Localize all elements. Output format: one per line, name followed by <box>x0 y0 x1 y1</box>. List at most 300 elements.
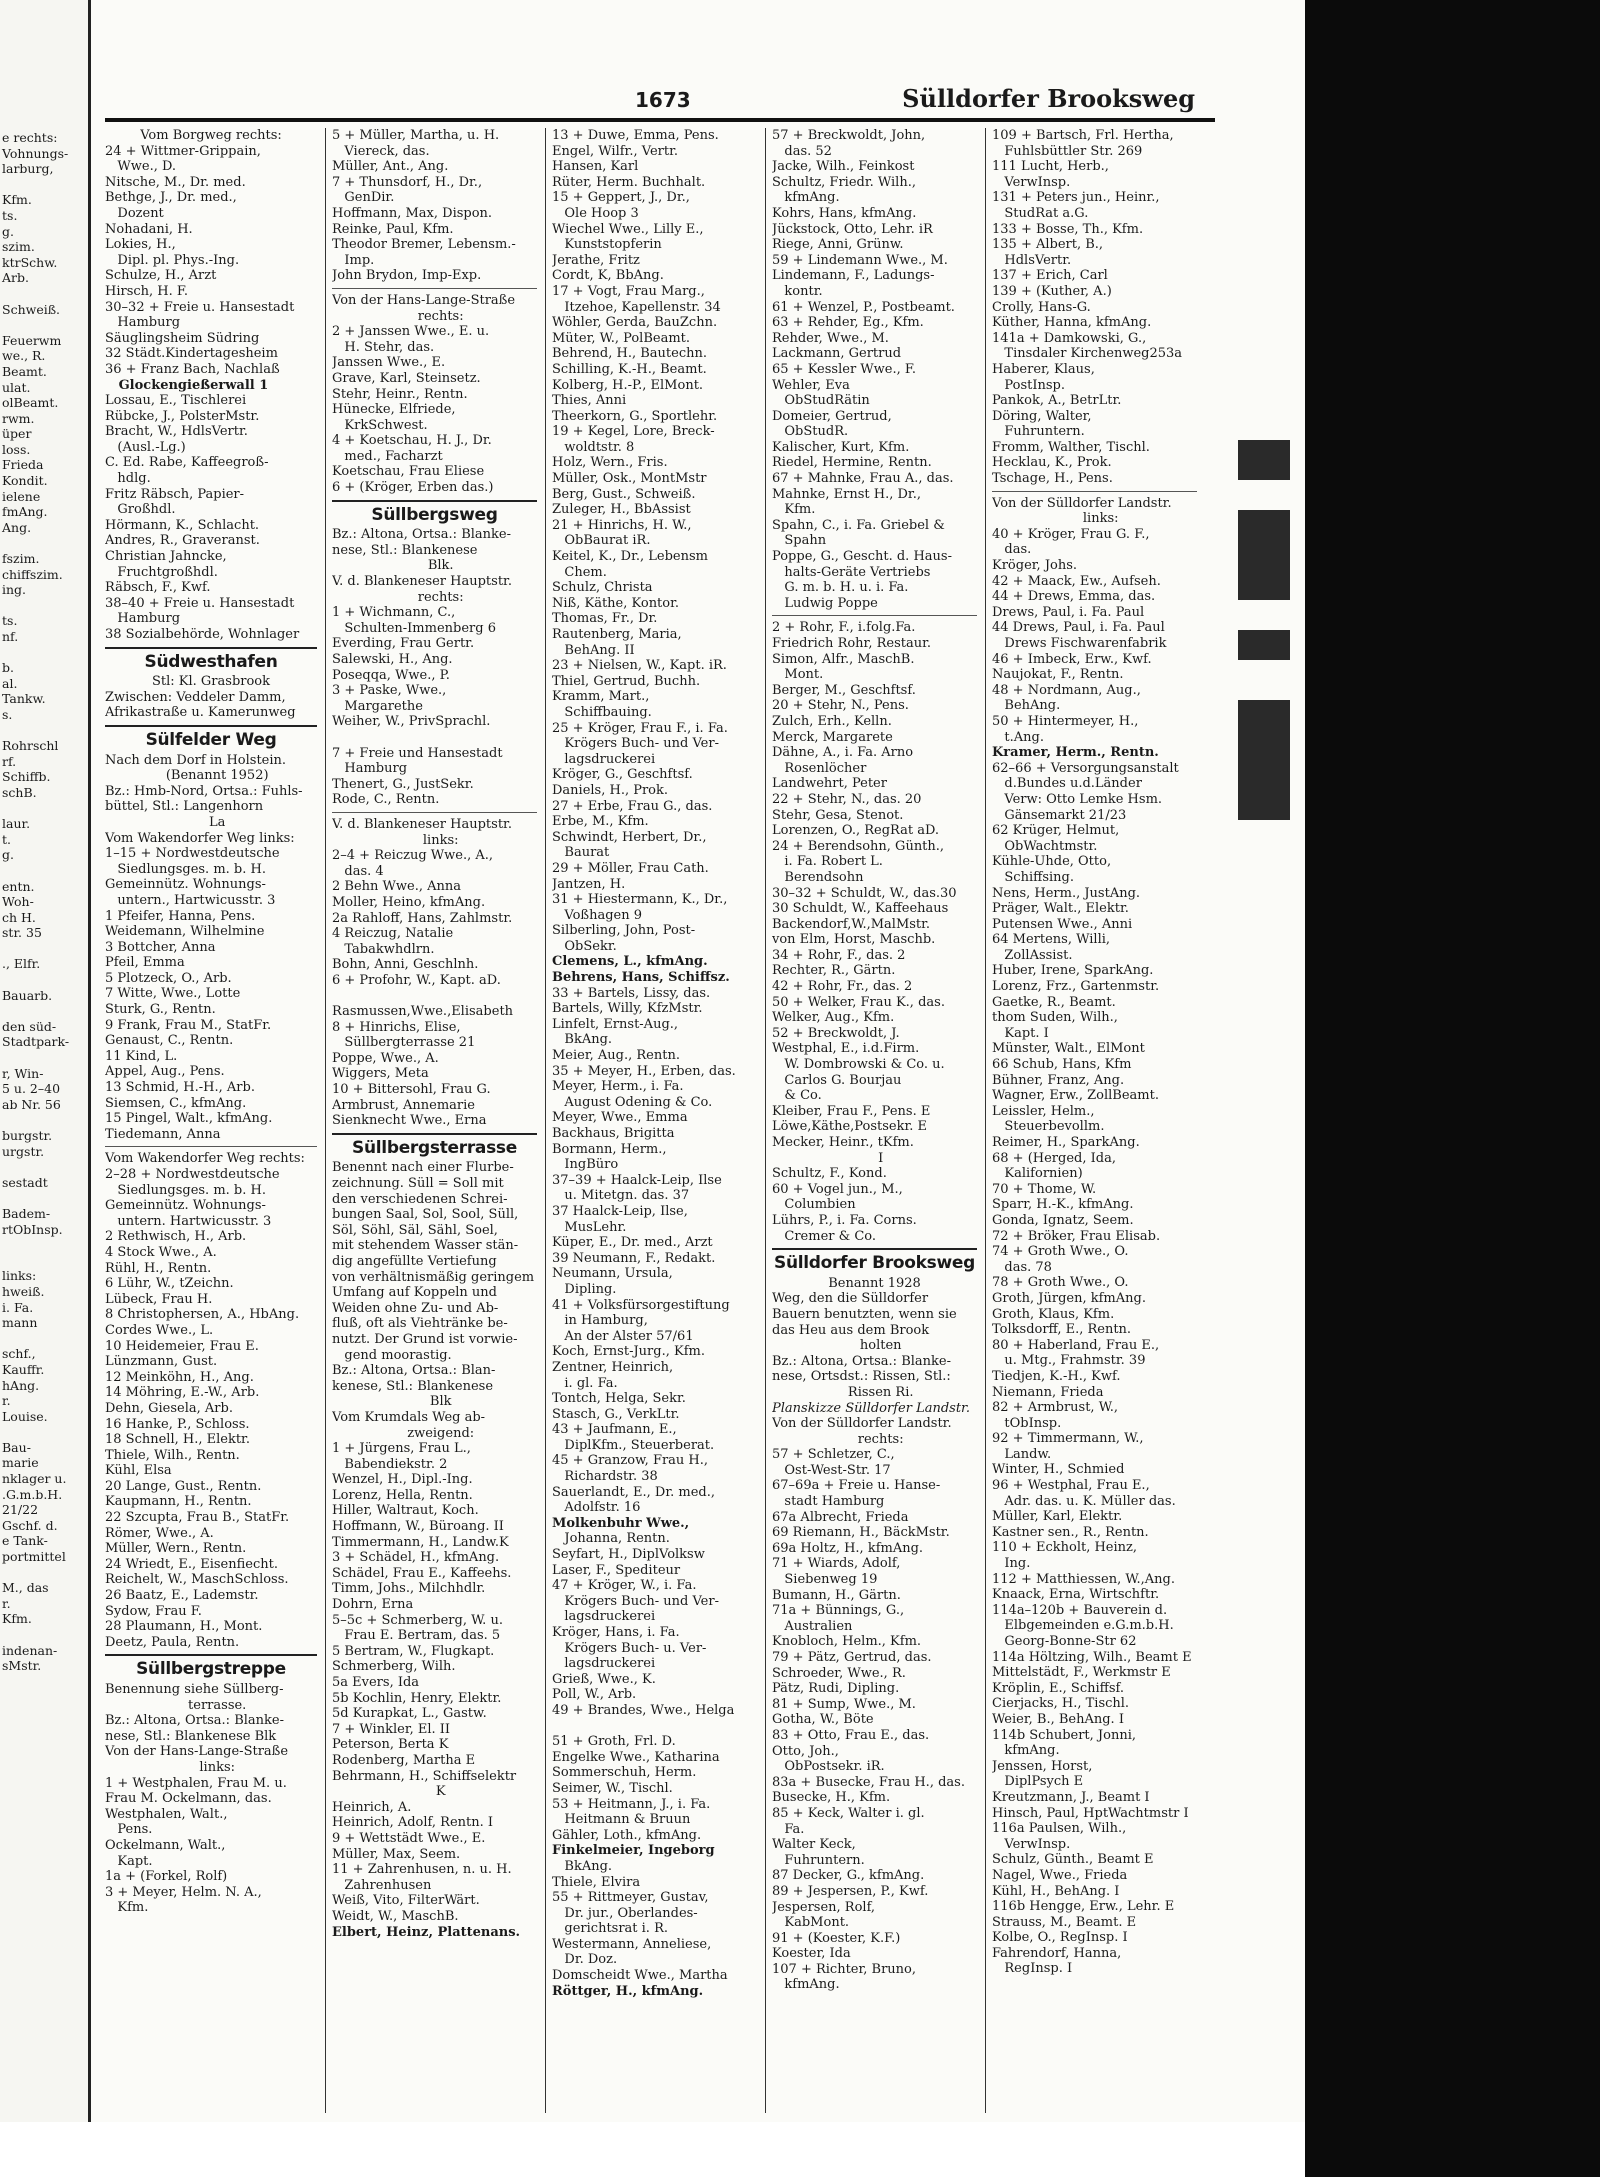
directory-entry-line: Drews Fischwarenfabrik <box>992 636 1167 651</box>
directory-entry-line: ObBaurat iR. <box>552 533 651 549</box>
directory-entry-line: fluß, oft als Viehtränke be- <box>332 1316 508 1332</box>
directory-entry-line: Knobloch, Helm., Kfm. <box>772 1634 922 1650</box>
directory-entry-line: Müller, Ant., Ang. <box>332 159 449 175</box>
directory-entry-line: Nach dem Dorf in Holstein. <box>105 752 287 768</box>
directory-entry-line: 133 + Bosse, Th., Kfm. <box>992 221 1144 237</box>
directory-entry-line: Salewski, H., Ang. <box>332 652 453 667</box>
directory-entry-line: 7 + Freie und Hansestadt <box>332 745 503 761</box>
directory-entry-line: 5–5c + Schmerberg, W. u. <box>332 1612 503 1628</box>
directory-entry-line: Küther, Hanna, kfmAng. <box>992 315 1152 331</box>
directory-entry-line: 21 + Hinrichs, H. W., <box>552 517 692 533</box>
directory-entry-line: Hoffmann, Max, Dispon. <box>332 205 493 221</box>
directory-entry-line: Von der Hans-Lange-Straße <box>332 292 516 308</box>
directory-entry-line: Thiele, Elvira <box>552 1874 641 1890</box>
directory-entry-line: 2 + Rohr, F., i.folg.Fa. <box>772 620 916 636</box>
directory-entry-line: Schwindt, Herbert, Dr., <box>552 829 707 845</box>
directory-entry-line: Dehn, Giesela, Arb. <box>105 1400 233 1416</box>
previous-page-fragment: M., das <box>2 1580 49 1596</box>
directory-entry-line: 139 + (Kuther, A.) <box>992 283 1112 299</box>
directory-entry-line: Grave, Karl, Steinsetz. <box>332 370 481 386</box>
directory-entry-line: 4 + Koetschau, H. J., Dr. <box>332 433 492 449</box>
column-1 <box>105 128 317 2113</box>
page-number: 1673 <box>635 88 691 112</box>
directory-entry-line: Kolbe, O., RegInsp. I <box>992 1930 1128 1946</box>
directory-entry-line: Peterson, Berta K <box>332 1737 449 1753</box>
directory-entry-line: Thiele, Wilh., Rentn. <box>105 1447 240 1463</box>
subsection-divider <box>332 812 537 813</box>
directory-entry-line: das Heu aus dem Brook <box>772 1322 930 1338</box>
directory-entry-line: Präger, Walt., Elektr. <box>992 901 1129 917</box>
directory-entry-line: Koetschau, Frau Eliese <box>332 464 485 480</box>
street-heading: Süllbergsweg <box>371 504 498 525</box>
directory-entry-line: 13 + Duwe, Emma, Pens. <box>552 128 719 143</box>
scanner-border <box>1305 0 1600 2177</box>
directory-entry-line: das. 78 <box>992 1259 1052 1275</box>
directory-entry-line: Schiffsing. <box>992 869 1075 885</box>
directory-entry-line: Dähne, A., i. Fa. Arno <box>772 745 914 761</box>
directory-entry-line: Neumann, Ursula, <box>552 1266 673 1282</box>
directory-entry-line: Theodor Bremer, Lebensm.- <box>332 237 516 253</box>
directory-entry-line: Söl, Söhl, Säl, Sähl, Soel, <box>332 1222 498 1238</box>
previous-page-fragment: r. <box>2 1595 11 1611</box>
directory-entry-line: zweigend: <box>394 1425 475 1441</box>
directory-entry-line: Weiden ohne Zu- und Ab- <box>332 1300 499 1316</box>
directory-entry-line: Behrens, Hans, Schiffsz. <box>552 970 730 986</box>
directory-entry-line: Riege, Anni, Grünw. <box>772 237 904 253</box>
directory-entry-line: Mittelstädt, F., Werkmstr E <box>992 1665 1171 1681</box>
directory-entry-line: Tiedemann, Anna <box>105 1126 221 1142</box>
previous-page-fragment: Feuerwm <box>2 332 62 348</box>
directory-entry-line: Lorenz, Hella, Rentn. <box>332 1487 473 1503</box>
directory-entry-line: VerwInsp. <box>992 1836 1071 1852</box>
previous-page-fragment: s. <box>2 706 13 722</box>
directory-entry-line: tObInsp. <box>992 1415 1062 1431</box>
directory-entry-line: Wiechel Wwe., Lilly E., <box>552 221 704 237</box>
directory-entry-line: nese, Ortsdst.: Rissen, Stl.: <box>772 1369 951 1385</box>
previous-page-fragment: mann <box>2 1315 38 1331</box>
directory-entry-line: Gotha, W., Böte <box>772 1712 874 1728</box>
previous-page-fragment: ielene <box>2 488 41 504</box>
directory-entry-line: das. <box>992 542 1032 558</box>
directory-entry-line: Poppe, Wwe., A. <box>332 1050 439 1066</box>
directory-entry-line: Vom Krumdals Weg ab- <box>332 1409 486 1425</box>
directory-entry-line: Merck, Margarete <box>772 729 893 745</box>
directory-entry-line: von verhältnismäßig geringem <box>332 1269 535 1285</box>
previous-page-fragment: ts. <box>2 613 18 629</box>
previous-page-fragment: szim. <box>2 239 35 255</box>
previous-page-fragment: ts. <box>2 207 18 223</box>
directory-entry-line: 8 + Hinrichs, Elise, <box>332 1019 461 1035</box>
directory-entry-line: Berg, Gust., Schweiß. <box>552 486 696 502</box>
directory-entry-line: Cremer & Co. <box>772 1228 876 1244</box>
directory-entry-line: Tiedjen, K.-H., Kwf. <box>992 1368 1121 1384</box>
directory-entry-line: Rissen Ri. <box>835 1384 914 1400</box>
directory-entry-line: Schultz, F., Kond. <box>772 1166 887 1182</box>
directory-entry-line: Pankok, A., BetrLtr. <box>992 393 1122 409</box>
directory-entry-line: Riedel, Hermine, Rentn. <box>772 455 932 471</box>
directory-entry-line: 44 + Drews, Emma, das. <box>992 589 1156 605</box>
directory-entry-line: Hoffmann, W., Büroang. II <box>332 1519 504 1535</box>
previous-page-fragment: Schweiß. <box>2 301 61 317</box>
directory-entry-line: Grieß, Wwe., K. <box>552 1671 656 1687</box>
directory-entry-line: Domeier, Gertrud, <box>772 408 892 424</box>
previous-page-fragment: nf. <box>2 629 19 644</box>
directory-entry-line: rechts: <box>405 308 464 324</box>
directory-entry-line: Heitmann & Bruun <box>552 1812 691 1828</box>
previous-page-fragment <box>2 1424 88 1440</box>
directory-entry-line: Hamburg <box>105 611 181 627</box>
directory-entry-line: 48 + Nordmann, Aug., <box>992 682 1141 698</box>
directory-entry-line: K <box>423 1784 446 1800</box>
directory-entry-line: Strauss, M., Beamt. E <box>992 1914 1137 1930</box>
directory-entry-line: Backhaus, Brigitta <box>552 1126 675 1141</box>
directory-entry-line: Weier, B., BehAng. I <box>992 1711 1124 1727</box>
directory-entry-line: 114b Schubert, Jonni, <box>992 1727 1136 1743</box>
directory-entry-line: 11 Kind, L. <box>105 1048 178 1064</box>
directory-entry-line: G. m. b. H. u. i. Fa. <box>772 580 909 596</box>
directory-entry-line: dig angefüllte Vertiefung <box>332 1253 497 1269</box>
directory-entry-line: Wenzel, H., Dipl.-Ing. <box>332 1472 473 1488</box>
directory-entry-line: Tinsdaler Kirchenweg253a <box>992 346 1183 362</box>
directory-entry-line: Lossau, E., Tischlerei <box>105 393 247 409</box>
section-divider <box>105 647 317 649</box>
directory-entry-line: Fuhlsbüttler Str. 269 <box>992 143 1143 159</box>
directory-entry-line: untern. Hartwicusstr. 3 <box>105 1213 272 1229</box>
previous-page-fragment <box>2 1190 88 1206</box>
directory-entry-line: 41 + Volksfürsorgestiftung <box>552 1297 730 1313</box>
directory-entry-line: (Benannt 1952) <box>153 768 269 784</box>
directory-entry-line: 19 + Kegel, Lore, Breck- <box>552 424 715 440</box>
previous-page-fragment: e rechts: <box>2 130 58 145</box>
directory-entry-line: Rode, C., Rentn. <box>332 792 440 808</box>
directory-entry-line: Zuleger, H., BbAssist <box>552 502 691 518</box>
directory-entry-line: 22 + Stehr, N., das. 20 <box>772 791 922 807</box>
directory-entry-line: 49 + Brandes, Wwe., Helga <box>552 1702 735 1718</box>
street-heading: Süllbergstreppe <box>136 1659 286 1680</box>
directory-entry-line: Everding, Frau Gertr. <box>332 636 475 652</box>
directory-entry-line: u. Mtg., Frahmstr. 39 <box>992 1353 1146 1369</box>
directory-entry-line: 116b Hengge, Erw., Lehr. E <box>992 1899 1175 1915</box>
directory-entry-line: Moller, Heino, kfmAng. <box>332 894 486 910</box>
directory-entry-line: 5b Kochlin, Henry, Elektr. <box>332 1690 502 1706</box>
directory-entry-line: 70 + Thome, W. <box>992 1181 1097 1197</box>
directory-entry-line: Haberer, Klaus, <box>992 361 1095 377</box>
directory-entry-line: Krögers Buch- und Ver- <box>552 1593 719 1609</box>
directory-entry-line: Bracht, W., HdlsVertr. <box>105 424 248 440</box>
header-rule <box>105 118 1215 122</box>
previous-page-fragment: str. 35 <box>2 925 42 941</box>
directory-entry-line: 109 + Bartsch, Frl. Hertha, <box>992 128 1174 143</box>
column-2 <box>325 128 537 2113</box>
directory-entry-line: Berendsohn <box>772 869 864 885</box>
directory-entry-line: Dipling. <box>552 1281 617 1297</box>
previous-page-fragment <box>2 1565 88 1581</box>
directory-entry-line: 38–40 + Freie u. Hansestadt <box>105 595 295 611</box>
previous-page-fragment: Louise. <box>2 1408 48 1424</box>
directory-entry-line: Gemeinnütz. Wohnungs- <box>105 877 266 893</box>
section-divider <box>332 1133 537 1135</box>
directory-entry-line: Heinrich, Adolf, Rentn. I <box>332 1815 494 1831</box>
directory-entry-line: Stehr, Heinr., Rentn. <box>332 386 468 402</box>
directory-entry-line: Weiß, Vito, FilterWärt. <box>332 1893 480 1909</box>
directory-entry-line: 96 + Westphal, Frau E., <box>992 1478 1150 1494</box>
directory-entry-line: Löwe,Käthe,Postsekr. E <box>772 1119 928 1135</box>
directory-entry-line: Kramer, Herm., Rentn. <box>992 745 1159 761</box>
directory-entry-line: Frau M. Ockelmann, das. <box>105 1791 272 1807</box>
directory-entry-line: Kröger, G., Geschftsf. <box>552 767 693 783</box>
directory-entry-line: Weidemann, Wilhelmine <box>105 924 265 940</box>
previous-page-fragment: ing. <box>2 582 27 598</box>
directory-entry-line: 66 Schub, Hans, Kfm <box>992 1057 1132 1073</box>
directory-entry-line: Reichelt, W., MaschSchloss. <box>105 1572 289 1588</box>
previous-page-fragment: e Tank- <box>2 1533 48 1549</box>
previous-page-fragment: rwm. <box>2 410 35 426</box>
directory-entry-line: 112 + Matthiessen, W.,Ang. <box>992 1571 1175 1587</box>
directory-entry-line: Berger, M., Geschftsf. <box>772 682 916 698</box>
column-3 <box>545 128 757 2113</box>
directory-entry-line: Timm, Johs., Milchhdlr. <box>332 1581 486 1597</box>
previous-page-fragment: r, Win- <box>2 1065 44 1081</box>
directory-entry-line: i. gl. Fa. <box>552 1375 618 1391</box>
directory-entry-line: Zahrenhusen <box>332 1877 432 1893</box>
directory-entry-line: Mont. <box>772 667 824 683</box>
previous-page-fragment: Schiffb. <box>2 769 51 785</box>
previous-page-fragment: sMstr. <box>2 1658 42 1674</box>
directory-entry-line: Verw: Otto Lemke Hsm. <box>992 791 1163 807</box>
directory-entry-line: 1 + Wichmann, C., <box>332 605 456 621</box>
directory-entry-line: 5 + Müller, Martha, u. H. <box>332 128 500 143</box>
directory-entry-line: Tontch, Helga, Sekr. <box>552 1391 686 1407</box>
directory-entry-line: Ockelmann, Walt., <box>105 1837 226 1853</box>
directory-entry-line: Kunststopferin <box>552 237 662 253</box>
directory-entry-line: ObSekr. <box>552 938 617 954</box>
directory-entry-line: Mecker, Heinr., tKfm. <box>772 1135 914 1150</box>
directory-entry-line: Blk <box>417 1394 452 1410</box>
column-5 <box>985 128 1197 2113</box>
directory-entry-line: Weidt, W., MaschB. <box>332 1908 459 1924</box>
directory-entry-line: Siebenweg 19 <box>772 1572 878 1588</box>
directory-entry-line: (Ausl.-Lg.) <box>105 439 186 455</box>
directory-entry-line: Crolly, Hans-G. <box>992 299 1091 315</box>
directory-entry-line: Spahn, C., i. Fa. Griebel & <box>772 517 945 533</box>
directory-entry-line: Vom Wakendorfer Weg links: <box>105 830 295 846</box>
directory-entry-line: Itzehoe, Kapellenstr. 34 <box>552 299 721 315</box>
directory-entry-line: 51 + Groth, Frl. D. <box>552 1734 676 1750</box>
directory-entry-line: Kröplin, E., Schiffsf. <box>992 1680 1125 1696</box>
page-header <box>105 80 1195 120</box>
previous-page-fragment: Vohnungs- <box>2 145 69 161</box>
directory-entry-line: Stl: Kl. Grasbrook <box>151 674 271 690</box>
directory-entry-line: 22 Szcupta, Frau B., StatFr. <box>105 1510 290 1526</box>
directory-entry-line: 114a Höltzing, Wilh., Beamt E <box>992 1649 1192 1665</box>
directory-entry-line: 64 Mertens, Willi, <box>992 932 1111 948</box>
previous-page-fragment: indenan- <box>2 1642 58 1658</box>
directory-entry-line: August Odening & Co. <box>552 1094 713 1110</box>
directory-entry-line: 13 Schmid, H.-H., Arb. <box>105 1080 255 1096</box>
directory-entry-line: Domscheidt Wwe., Martha <box>552 1968 728 1984</box>
directory-entry-line: Daniels, H., Prok. <box>552 782 669 798</box>
directory-entry-line: Bauern benutzten, wenn sie <box>772 1306 957 1322</box>
directory-entry-line: Appel, Aug., Pens. <box>105 1064 225 1080</box>
directory-entry-line: Behrmann, H., Schiffselektr <box>332 1768 517 1784</box>
directory-entry-line: Kröger, Johs. <box>992 558 1078 574</box>
directory-entry-line: Gänsemarkt 21/23 <box>992 807 1127 823</box>
previous-page-fragment: Kfm. <box>2 192 32 208</box>
directory-entry-line: 53 + Heitmann, J., i. Fa. <box>552 1796 711 1812</box>
directory-entry-line: Schmerberg, Wilh. <box>332 1659 456 1675</box>
directory-entry-line: Landwehrt, Peter <box>772 776 887 792</box>
previous-page-fragment: schf., <box>2 1346 36 1362</box>
directory-entry-line: Ole Hoop 3 <box>552 205 639 221</box>
directory-entry-line: 135 + Albert, B., <box>992 237 1104 253</box>
previous-page-fragment: portmittel <box>2 1549 66 1565</box>
directory-entry-line: 42 + Maack, Ew., Aufseh. <box>992 573 1161 589</box>
directory-entry-line: Weiher, W., PrivSprachl. <box>332 714 491 730</box>
directory-entry-line: 37–39 + Haalck-Leip, Ilse <box>552 1172 722 1188</box>
directory-entry-line: Columbien <box>772 1197 856 1213</box>
subsection-divider <box>105 1146 317 1147</box>
directory-entry-line: Kühle-Uhde, Otto, <box>992 854 1112 870</box>
previous-page-fragment <box>2 1159 88 1175</box>
directory-entry-line: 2 + Janssen Wwe., E. u. <box>332 324 490 340</box>
directory-entry-line: 87 Decker, G., kfmAng. <box>772 1868 925 1884</box>
directory-entry-line: Müller, Wern., Rentn. <box>105 1541 247 1557</box>
directory-entry-line: gerichtsrat i. R. <box>552 1921 668 1937</box>
directory-entry-line: Linfelt, Ernst-Aug., <box>552 1016 679 1032</box>
directory-entry-line: von Elm, Horst, Maschb. <box>772 932 936 948</box>
directory-entry-line: Tolksdorff, E., Rentn. <box>992 1322 1132 1338</box>
directory-entry-line: Zulch, Erh., Kelln. <box>772 713 892 729</box>
directory-entry-line: lagsdruckerei <box>552 751 656 767</box>
directory-entry-line: Simon, Alfr., MaschB. <box>772 651 915 667</box>
directory-entry-line: Fahrendorf, Hanna, <box>992 1945 1122 1961</box>
directory-entry-line: 2 Rethwisch, H., Arb. <box>105 1229 247 1245</box>
directory-entry-line: Adolfstr. 16 <box>552 1500 641 1516</box>
directory-entry-line: 11 + Zahrenhusen, n. u. H. <box>332 1862 512 1878</box>
section-divider <box>105 1654 317 1656</box>
directory-entry-line: Spahn <box>772 533 827 549</box>
previous-page-text <box>0 0 88 1674</box>
directory-entry-line: Richardstr. 38 <box>552 1469 658 1485</box>
directory-entry-line: 34 + Rohr, F., das. 2 <box>772 947 906 963</box>
directory-entry-line: 33 + Bartels, Lissy, das. <box>552 985 711 1001</box>
directory-entry-line: 50 + Welker, Frau K., das. <box>772 994 945 1010</box>
directory-entry-line: Thies, Anni <box>552 393 627 409</box>
directory-entry-line: 6 + (Kröger, Erben das.) <box>332 480 494 496</box>
directory-entry-line: 137 + Erich, Carl <box>992 268 1108 284</box>
directory-entry-line: Lackmann, Gertrud <box>772 346 902 362</box>
directory-entry-line <box>552 1719 757 1735</box>
directory-entry-line: Niß, Käthe, Kontor. <box>552 595 680 611</box>
directory-entry-line: La <box>196 814 226 830</box>
directory-entry-line: das. 4 <box>332 863 384 879</box>
directory-entry-line: nese, Stl.: Blankenese <box>332 542 478 558</box>
previous-page-fragment: we., R. <box>2 348 46 364</box>
directory-entry-line: Carlos G. Bourjau <box>772 1072 902 1088</box>
previous-page-fragment: laur. <box>2 816 31 832</box>
directory-entry-line: Jacke, Wilh., Feinkost <box>772 159 915 175</box>
directory-entry-line: C. Ed. Rabe, Kaffeegroß- <box>105 455 269 471</box>
directory-entry-line: Huber, Irene, SparkAng. <box>992 963 1154 979</box>
directory-entry-line: Hinsch, Paul, HptWachtmstr I <box>992 1805 1189 1821</box>
directory-entry-line: 4 Reiczug, Natalie <box>332 926 454 942</box>
directory-entry-line: Georg-Bonne-Str 62 <box>992 1634 1137 1649</box>
directory-entry-line: Lührs, P., i. Fa. Corns. <box>772 1212 917 1228</box>
directory-entry-line: Chem. <box>552 564 607 580</box>
directory-entry-line: 46 + Imbeck, Erw., Kwf. <box>992 651 1152 667</box>
directory-entry-line: Janssen Wwe., E. <box>332 355 446 371</box>
directory-entry-line: Koch, Ernst-Jurg., Kfm. <box>552 1344 705 1360</box>
directory-entry-line: 62–66 + Versorgungsanstalt <box>992 760 1179 776</box>
directory-entry-line: Jespersen, Rolf, <box>772 1899 876 1915</box>
previous-page-fragment: Beamt. <box>2 363 47 379</box>
directory-entry-line: med., Facharzt <box>332 448 443 464</box>
directory-entry-line: 89 + Jespersen, P., Kwf. <box>772 1883 929 1899</box>
directory-entry-line: 78 + Groth Wwe., O. <box>992 1275 1129 1291</box>
directory-entry-line: Kalischer, Kurt, Kfm. <box>772 439 910 455</box>
directory-entry-line: Kühl, Elsa <box>105 1463 172 1479</box>
previous-page-fragment: entn. <box>2 878 35 894</box>
directory-entry-line: Kalifornien) <box>992 1166 1083 1182</box>
previous-page-fragment: ulat. <box>2 379 31 395</box>
directory-entry-line: t.Ang. <box>992 729 1044 745</box>
directory-entry-line: 25 + Kröger, Frau F., i. Fa. <box>552 720 728 736</box>
directory-entry-line: rechts: <box>845 1431 904 1447</box>
directory-entry-line: 16 Hanke, P., Schloss. <box>105 1416 250 1432</box>
directory-entry-line: Röttger, H., kfmAng. <box>552 1983 704 1999</box>
directory-entry-line: Säuglingsheim Südring <box>105 330 260 346</box>
directory-entry-line: HdlsVertr. <box>992 252 1072 268</box>
directory-entry-line: GenDir. <box>332 190 395 206</box>
directory-entry-line: links: <box>410 832 459 848</box>
directory-entry-line: Rodenberg, Martha E <box>332 1752 476 1768</box>
directory-entry-line: Bz.: Altona, Ortsa.: Blanke- <box>772 1353 951 1369</box>
column-4 <box>765 128 977 2113</box>
previous-page-fragment: schB. <box>2 784 37 800</box>
directory-entry-line: 92 + Timmermann, W., <box>992 1431 1144 1447</box>
directory-entry-line: 65 + Kessler Wwe., F. <box>772 361 917 377</box>
directory-entry-line: Rasmussen,Wwe.,Elisabeth <box>332 1004 514 1020</box>
directory-entry-line: Kapt. <box>105 1853 153 1869</box>
directory-entry-line: 23 + Nielsen, W., Kapt. iR. <box>552 658 727 674</box>
directory-entry-line: IngBüro <box>552 1157 619 1173</box>
directory-entry-line: 20 + Stehr, N., Pens. <box>772 698 909 714</box>
directory-entry-line: Voßhagen 9 <box>552 907 643 923</box>
directory-entry-line: Adr. das. u. K. Müller das. <box>992 1493 1176 1509</box>
directory-entry-line: Babendiekstr. 2 <box>332 1456 448 1472</box>
directory-entry-line: Schroeder, Wwe., R. <box>772 1665 906 1681</box>
directory-entry-line: Wwe., D. <box>105 159 177 175</box>
directory-entry-line: kfmAng. <box>772 190 840 206</box>
directory-entry-line: Kreutzmann, J., Beamt I <box>992 1789 1150 1805</box>
directory-entry-line: kontr. <box>772 283 823 299</box>
directory-entry-line: Römer, Wwe., A. <box>105 1525 214 1541</box>
directory-entry-line: Fuhruntern. <box>772 1852 865 1868</box>
directory-entry-line: Margarethe <box>332 698 423 714</box>
directory-entry-line: 91 + (Koester, K.F.) <box>772 1930 901 1946</box>
directory-entry-line: terrasse. <box>175 1697 247 1713</box>
directory-entry-line: Hansen, Karl <box>552 159 639 175</box>
directory-entry-line: Afrikastraße u. Kamerunweg <box>105 705 296 721</box>
previous-page-fragment <box>2 1237 88 1253</box>
directory-entry-line: Rosenlöcher <box>772 760 867 776</box>
directory-entry-line: Bz.: Altona, Ortsa.: Blanke- <box>105 1713 284 1729</box>
directory-entry-line: Benennung siehe Süllberg- <box>105 1682 284 1697</box>
directory-entry-line: Glockengießerwall 1 <box>105 377 269 393</box>
directory-entry-line: Kohrs, Hans, kfmAng. <box>772 205 917 221</box>
directory-entry-line: V. d. Blankeneser Hauptstr. <box>332 574 512 590</box>
directory-entry-line: 10 + Bittersohl, Frau G. <box>332 1082 491 1098</box>
